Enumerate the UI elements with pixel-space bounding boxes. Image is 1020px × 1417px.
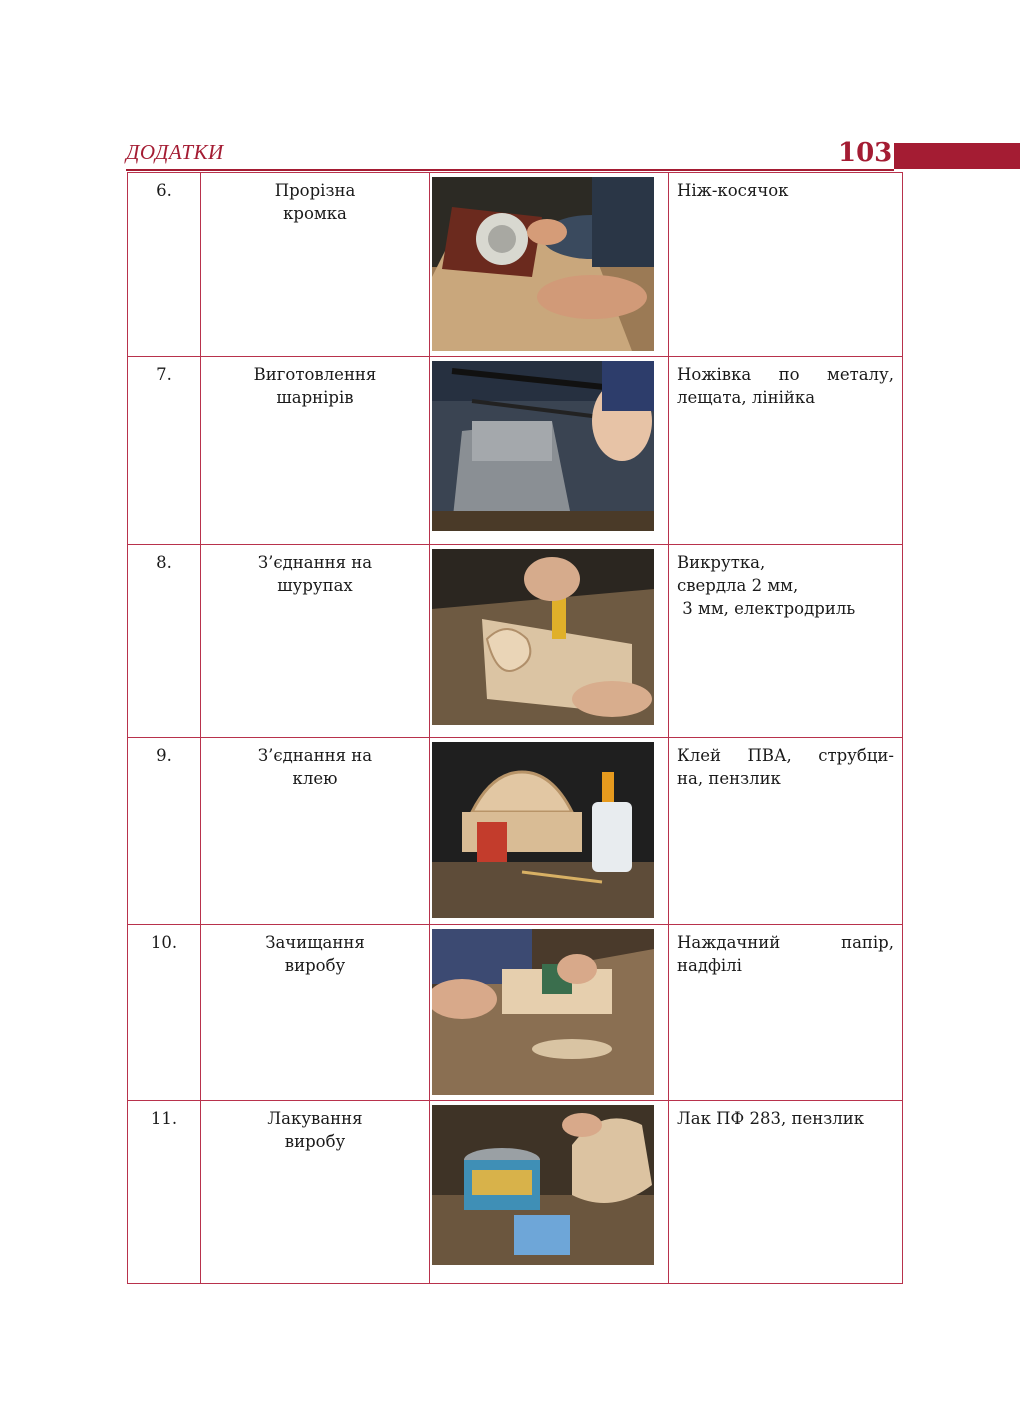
row-number: 9. <box>128 738 201 925</box>
table-row <box>128 738 903 925</box>
tools-line: 3 мм, електродриль <box>677 599 856 618</box>
operation-cell <box>201 925 430 1101</box>
photo-cell <box>430 1101 669 1284</box>
tools-line: надфілі <box>677 956 742 975</box>
operation-cell <box>201 738 430 925</box>
operation-line: виробу <box>284 1132 346 1151</box>
tools-line: Ножівка по металу, <box>677 365 894 384</box>
process-table <box>127 172 903 1284</box>
tools-cell <box>669 545 903 738</box>
tools-cell <box>669 1101 903 1284</box>
row-number: 11. <box>128 1101 201 1284</box>
operation-line: З’єднання на <box>257 553 373 572</box>
operation-line: кромка <box>283 204 347 223</box>
table-row <box>128 357 903 545</box>
tools-line: Лак ПФ 283, пензлик <box>677 1109 865 1128</box>
row-number: 10. <box>128 925 201 1101</box>
photo-cell <box>430 545 669 738</box>
table-row <box>128 173 903 357</box>
operation-cell <box>201 173 430 357</box>
section-title: ДОДАТКИ <box>126 140 224 164</box>
operation-line: З’єднання на <box>257 746 373 765</box>
tools-line: Клей ПВА, струбци- <box>677 746 894 765</box>
operation-line: виробу <box>284 956 346 975</box>
operation-cell <box>201 545 430 738</box>
tools-cell <box>669 738 903 925</box>
tools-line: Наждачний папір, <box>677 933 894 952</box>
table-row <box>128 925 903 1101</box>
tools-line: на, пензлик <box>677 769 781 788</box>
operation-cell <box>201 1101 430 1284</box>
photo-slot-knife-cutting <box>432 177 654 351</box>
photo-cell <box>430 925 669 1101</box>
row-number: 6. <box>128 173 201 357</box>
tools-line: Викрутка, <box>677 553 766 572</box>
tools-line: Ніж-косячок <box>677 181 789 200</box>
operation-line: Лакування <box>267 1109 363 1128</box>
header-accent-bar <box>894 143 1020 169</box>
header-rule <box>126 169 894 171</box>
table-row <box>128 545 903 738</box>
table-row <box>128 1101 903 1284</box>
photo-hacksaw-vise <box>432 361 654 531</box>
page-number: 103 <box>838 138 893 168</box>
row-number: 8. <box>128 545 201 738</box>
photo-cell <box>430 357 669 545</box>
photo-sanding <box>432 929 654 1095</box>
operation-line: Зачищання <box>265 933 365 952</box>
operation-line: Прорізна <box>274 181 356 200</box>
operation-line: шарнірів <box>276 388 354 407</box>
tools-cell <box>669 173 903 357</box>
photo-cell <box>430 173 669 357</box>
operation-line: клею <box>292 769 338 788</box>
operation-cell <box>201 357 430 545</box>
operation-line: шурупах <box>277 576 353 595</box>
operation-line: Виготовлення <box>253 365 377 384</box>
tools-cell <box>669 357 903 545</box>
tools-line: лещата, лінійка <box>677 388 816 407</box>
photo-screwdriver-joint <box>432 549 654 725</box>
tools-line: свердла 2 мм, <box>677 576 799 595</box>
row-number: 7. <box>128 357 201 545</box>
photo-varnishing <box>432 1105 654 1265</box>
photo-cell <box>430 738 669 925</box>
photo-glue-clamp <box>432 742 654 918</box>
tools-cell <box>669 925 903 1101</box>
